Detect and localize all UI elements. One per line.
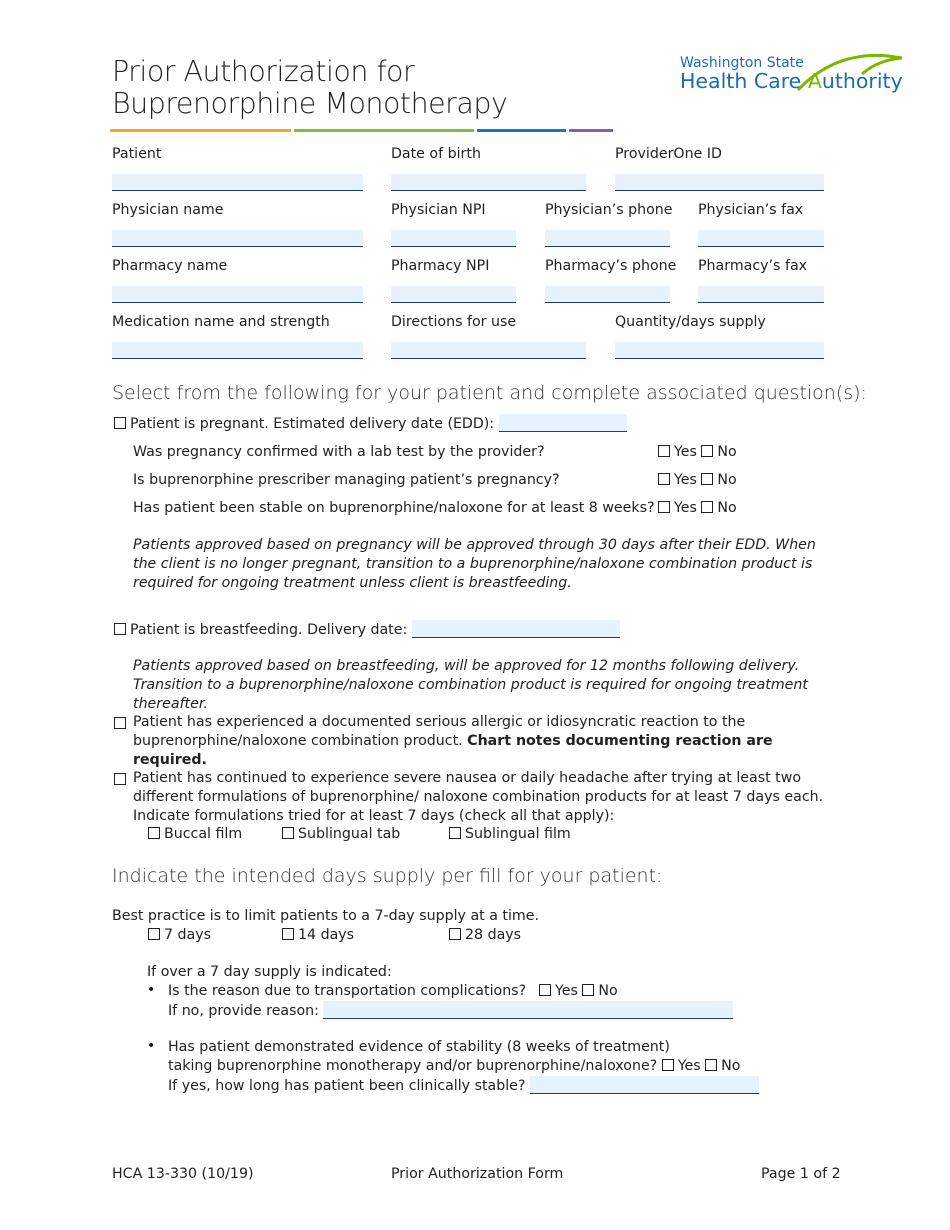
transport-options (539, 982, 618, 1001)
allergic-text: Patient has experienced a documented serious allergic or idiosyncratic reaction to the buprenorphine/naloxone combination product. (133, 714, 746, 749)
if-yes-label: If yes, how long has patient been clinically stable? (168, 1078, 526, 1094)
pharmacy-fax-label: Pharmacy’s fax (698, 258, 808, 274)
if-over-text: If over a 7 day supply is indicated: (147, 964, 392, 980)
physician-fax-label: Physician’s fax (698, 202, 804, 218)
pharmacy-phone-field[interactable] (545, 286, 670, 303)
7-days-option (148, 926, 211, 945)
physician-phone-field[interactable] (545, 230, 670, 247)
if-no-row (168, 1001, 733, 1021)
q1-options (658, 443, 737, 462)
14-days-label: 14 days (298, 927, 355, 943)
transport-yes-checkbox[interactable] (539, 984, 551, 996)
bullet-icon: • (147, 1038, 156, 1054)
sublingual-tab-checkbox[interactable] (282, 827, 294, 839)
q1-yes-checkbox[interactable] (658, 445, 670, 457)
pharmacy-fax-field[interactable] (698, 286, 824, 303)
q1-text: Was pregnancy confirmed with a lab test by the provider? (133, 444, 545, 460)
buccal-film-label: Buccal film (164, 826, 243, 842)
stability-question-line2: taking buprenorphine monotherapy and/or buprenorphine/naloxone? (168, 1058, 658, 1074)
stability-yes-label: Yes (677, 1058, 701, 1074)
28-days-label: 28 days (465, 927, 522, 943)
transport-question: Is the reason due to transportation complications? (168, 983, 527, 999)
logo-a-letter: A (807, 69, 822, 93)
28-days-checkbox[interactable] (449, 928, 461, 940)
logo-swoosh-icon (770, 52, 905, 97)
transport-no-label: No (598, 983, 618, 999)
sublingual-tab-label: Sublingual tab (298, 826, 401, 842)
allergic-bold-text: Chart notes documenting reaction are required. (133, 733, 773, 768)
medication-label: Medication name and strength (112, 314, 330, 330)
pharmacy-name-label: Pharmacy name (112, 258, 228, 274)
color-bar-orange (110, 129, 291, 132)
breastfeeding-label: Patient is breastfeeding. Delivery date: (130, 622, 408, 638)
14-days-option (282, 926, 354, 945)
color-bar-blue (477, 129, 566, 132)
edd-field[interactable] (499, 414, 627, 432)
reason-field[interactable] (323, 1001, 733, 1019)
delivery-date-field[interactable] (412, 620, 620, 638)
q3-yes-checkbox[interactable] (658, 501, 670, 513)
7-days-label: 7 days (164, 927, 212, 943)
q3-yes-label: Yes (674, 500, 697, 516)
sublingual-film-label: Sublingual film (465, 826, 571, 842)
physician-name-label: Physician name (112, 202, 224, 218)
q1-yes-label: Yes (674, 444, 697, 460)
best-practice-text: Best practice is to limit patients to a 7-day supply at a time. (112, 908, 539, 924)
stability-yes-checkbox[interactable] (662, 1059, 674, 1071)
stable-duration-field[interactable] (530, 1076, 759, 1094)
sublingual-film-checkbox[interactable] (449, 827, 461, 839)
transport-yes-label: Yes (555, 983, 578, 999)
q3-no-checkbox[interactable] (701, 501, 713, 513)
sublingual-tab-option (282, 825, 400, 844)
color-bar-purple (569, 129, 613, 132)
q2-no-checkbox[interactable] (701, 473, 713, 485)
stability-row (168, 1057, 740, 1076)
stability-question-line1: Has patient demonstrated evidence of stability (8 weeks of treatment) (168, 1039, 670, 1055)
q1-no-label: No (717, 444, 737, 460)
q2-yes-label: Yes (674, 472, 697, 488)
form-name: Prior Authorization Form (391, 1166, 564, 1182)
quantity-label: Quantity/days supply (615, 314, 766, 330)
if-yes-row (168, 1076, 759, 1096)
q3-no-label: No (717, 500, 737, 516)
logo-health-care: Health Care (680, 69, 808, 93)
14-days-checkbox[interactable] (282, 928, 294, 940)
28-days-option (449, 926, 521, 945)
pregnant-row (114, 414, 627, 434)
section2-heading: Indicate the intended days supply per fill for your patient: (112, 865, 663, 887)
buccal-film-checkbox[interactable] (148, 827, 160, 839)
logo-authority: uthority (821, 69, 903, 93)
breastfeeding-row (114, 620, 620, 640)
bullet-icon: • (147, 982, 156, 998)
page-number: Page 1 of 2 (761, 1166, 841, 1182)
nausea-row (114, 769, 834, 826)
q3-text: Has patient been stable on buprenorphine/naloxone for at least 8 weeks? (133, 500, 655, 516)
directions-field[interactable] (391, 342, 586, 359)
directions-label: Directions for use (391, 314, 517, 330)
providerone-id-field[interactable] (615, 174, 824, 191)
dob-field[interactable] (391, 174, 586, 191)
q2-no-label: No (717, 472, 737, 488)
physician-phone-label: Physician’s phone (545, 202, 673, 218)
pregnant-label: Patient is pregnant. Estimated delivery date (EDD): (130, 416, 495, 432)
patient-field[interactable] (112, 174, 363, 191)
quantity-field[interactable] (615, 342, 824, 359)
q3-options (658, 499, 737, 518)
q2-text: Is buprenorphine prescriber managing patient’s pregnancy? (133, 472, 560, 488)
color-bar-green (294, 129, 474, 132)
providerone-id-label: ProviderOne ID (615, 146, 722, 162)
stability-no-label: No (721, 1058, 741, 1074)
physician-name-field[interactable] (112, 230, 363, 247)
physician-npi-label: Physician NPI (391, 202, 486, 218)
logo-line-1: Washington State (680, 55, 804, 71)
breastfeeding-note: Patients approved based on breastfeeding, will be approved for 12 months following delivery. Transition to a buprenorphine/naloxone combination product is required for ongoing treatment thereafter. (133, 658, 808, 712)
transport-no-checkbox[interactable] (582, 984, 594, 996)
pharmacy-phone-label: Pharmacy’s phone (545, 258, 677, 274)
q2-yes-checkbox[interactable] (658, 473, 670, 485)
pharmacy-name-field[interactable] (112, 286, 363, 303)
nausea-checkbox[interactable] (114, 773, 126, 785)
stability-no-checkbox[interactable] (705, 1059, 717, 1071)
physician-npi-field[interactable] (391, 230, 516, 247)
dob-label: Date of birth (391, 146, 481, 162)
patient-label: Patient (112, 146, 162, 162)
7-days-checkbox[interactable] (148, 928, 160, 940)
title-line-1: Prior Authorization for (112, 55, 415, 88)
medication-field[interactable] (112, 342, 363, 359)
nausea-text: Patient has continued to experience severe nausea or daily headache after trying at least two different formulations of buprenorphine/ naloxone combination products for at least 7 days each. Indicate formulations tried for at least 7 days (check all that apply): (133, 770, 824, 824)
sublingual-film-option (449, 825, 571, 844)
pregnant-checkbox[interactable] (114, 417, 126, 429)
physician-fax-field[interactable] (698, 230, 824, 247)
form-number: HCA 13-330 (10/19) (112, 1166, 254, 1182)
title-line-2: Buprenorphine Monotherapy (112, 87, 508, 120)
allergic-row (114, 713, 834, 770)
q1-no-checkbox[interactable] (701, 445, 713, 457)
breastfeeding-checkbox[interactable] (114, 623, 126, 635)
page-title (112, 56, 507, 120)
pharmacy-npi-field[interactable] (391, 286, 516, 303)
allergic-checkbox[interactable] (114, 717, 126, 729)
if-no-label: If no, provide reason: (168, 1003, 319, 1019)
pregnancy-note: Patients approved based on pregnancy will be approved through 30 days after their EDD. When the client is no longer pregnant, transition to a buprenorphine/naloxone combination product is required for ongoing treatment unless client is breastfeeding. (133, 537, 816, 591)
q2-options (658, 471, 737, 490)
section1-heading: Select from the following for your patient and complete associated question(s): (112, 382, 867, 404)
pharmacy-npi-label: Pharmacy NPI (391, 258, 490, 274)
buccal-option (148, 825, 242, 844)
